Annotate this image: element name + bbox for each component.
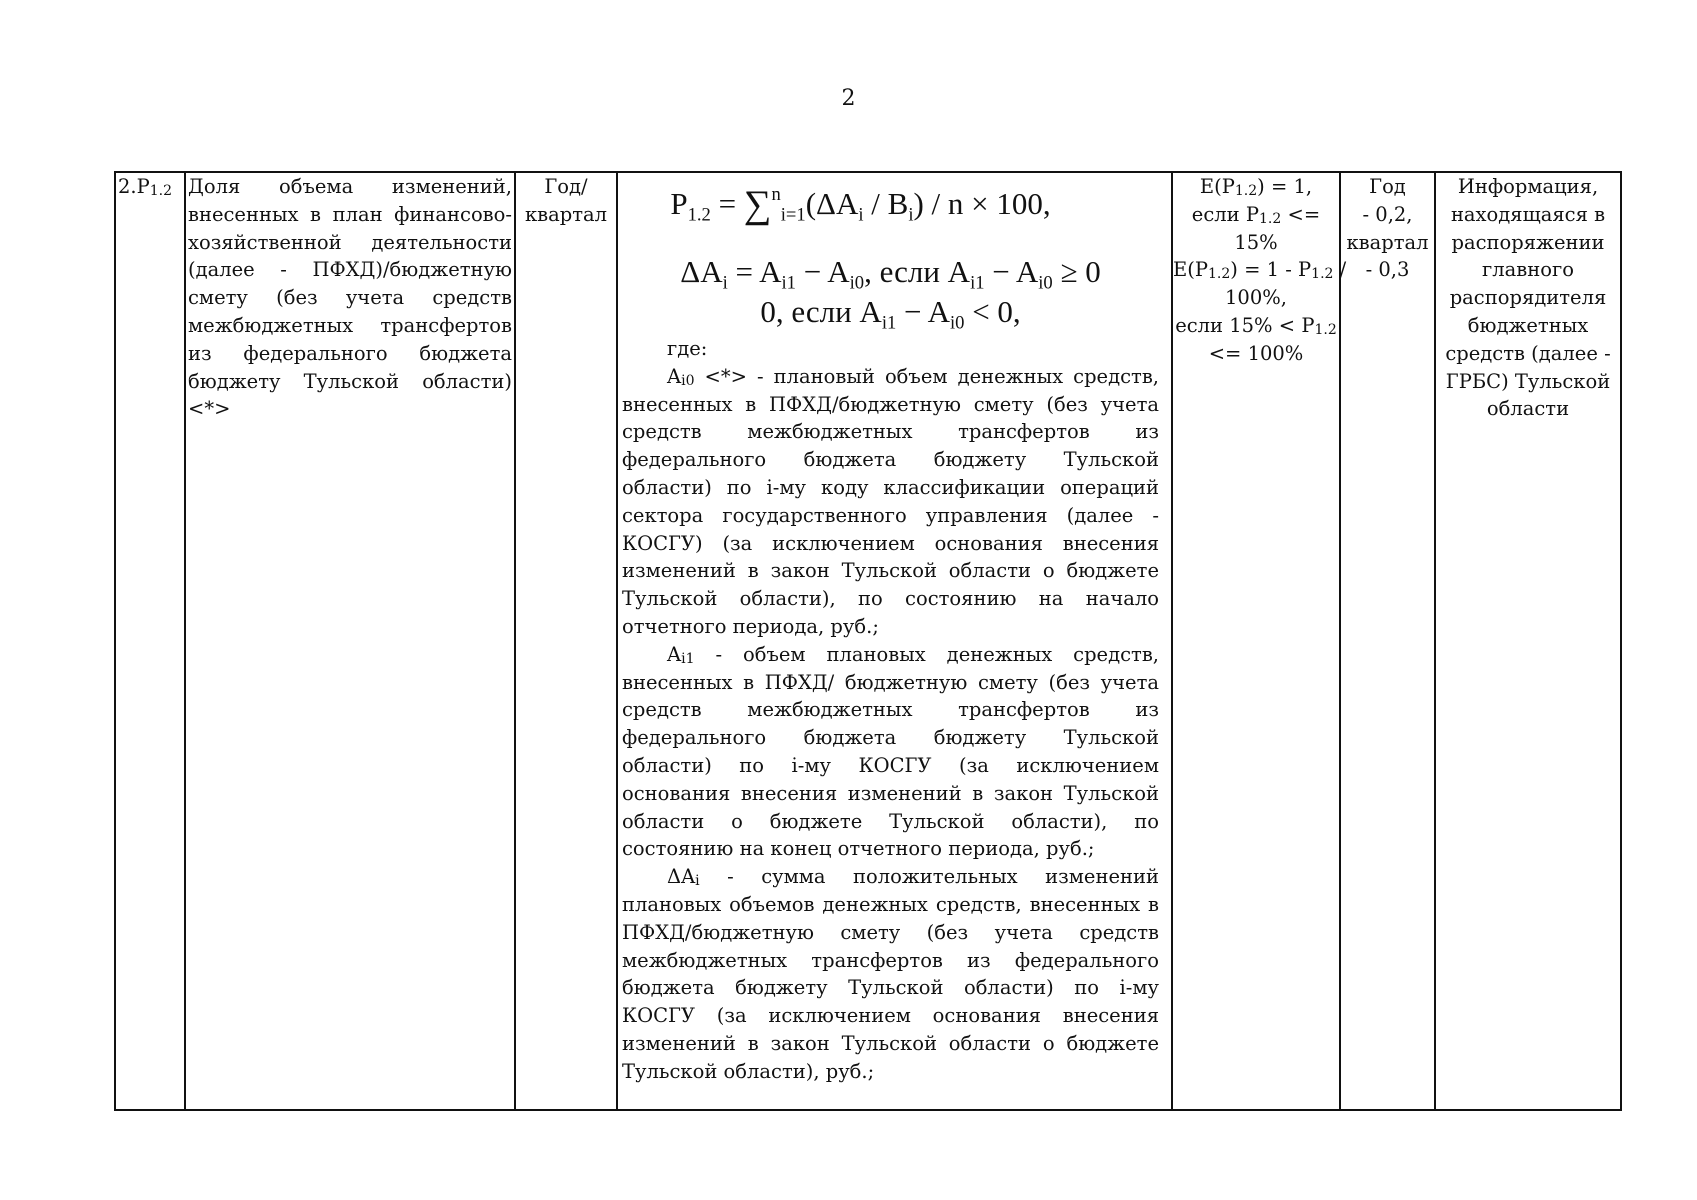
formula-cell — [617, 172, 1172, 1110]
criteria-line-2: если P1.2 <= — [1191, 202, 1321, 227]
page-number: 2 — [841, 86, 856, 111]
weight-line-3: квартал — [1346, 230, 1429, 254]
data-source: Информация, находящаяся в распоряжении главного распорядителя бюджетных средств (далее - ГРБС) Тульской области — [1445, 175, 1611, 421]
indicator-table — [114, 171, 1622, 1111]
definition-ai1: Ai1 - объем плановых денежных средств, внесенных в ПФХД/ бюджетную смету (без учета средств межбюджетных трансфертов из федерального бюджета бюджету Тульской области) по i-му КОСГУ (за исключением основания внесения изменений в закон Тульской области о бюджете Тульской области), по состоянию на конец отчетного периода, руб.; — [622, 642, 1159, 861]
definition-delta-ai: ΔAi - сумма положительных изменений плановых объемов денежных средств, внесенных в ПФХД/бюджетную смету (без учета средств межбюджетных трансфертов из федерального бюджета бюджету Тульской области) по i-му КОСГУ (за исключением основания внесения изменений в закон Тульской области о бюджете Тульской области), руб.; — [622, 865, 1159, 1083]
criteria-line-5: 100%, — [1225, 286, 1287, 310]
indicator-name: Доля объема изменений, внесенных в план финансово-хозяйственной деятельности (далее - ПФХД)/бюджетную смету (без учета средств межбюджетных трансфертов из федерального бюджета бюджету Тульской области) <*> — [188, 175, 512, 421]
weight-line-4: - 0,3 — [1365, 258, 1410, 282]
evaluation-criteria-cell — [1172, 172, 1347, 1110]
criteria-line-7: <= 100% — [1208, 341, 1304, 365]
weight-line-1: Год — [1369, 175, 1406, 198]
criteria-line-6: если 15% < P1.2 — [1175, 313, 1337, 339]
criteria-line-1: E(P1.2) = 1, — [1199, 175, 1313, 200]
indicator-number-cell — [115, 172, 185, 1110]
criteria-line-3: 15% — [1234, 230, 1278, 254]
data-source-cell — [1435, 172, 1621, 1110]
formula-line-1: $P_{1.2} = \sum^n_{i=1}(\Delta A_i / B_i) / n \times 100$, — [670, 183, 1051, 227]
where-label: где: — [667, 337, 708, 360]
formula-line-3: 0, если $A_{i1} - A_{i0} < 0$, — [760, 294, 1021, 334]
weight-line-2: - 0,2, — [1362, 202, 1413, 226]
definition-ai0: Ai0 <*> - плановый объем денежных средств, внесенных в ПФХД/бюджетную смету (без учета средств межбюджетных трансфертов из федерального бюджета бюджету Тульской области) по i-му коду классификации операций сектора государственного управления (далее - КОСГУ) (за исключением основания внесения изменений в закон Тульской области о бюджете Тульской области), по состоянию на начало отчетного периода, руб.; — [622, 364, 1159, 638]
criteria-line-4: E(P1.2) = 1 - P1.2 / — [1173, 258, 1347, 283]
period-cell — [515, 172, 617, 1110]
formula-line-2: $\Delta A_i = A_{i1} - A_{i0}$, если $A_{i1} - A_{i0} \ge 0$ — [680, 254, 1101, 294]
weight-cell — [1340, 172, 1435, 1110]
indicator-number: 2.P1.2 — [118, 175, 173, 200]
indicator-name-cell — [185, 172, 515, 1110]
table-row — [115, 172, 1621, 1110]
reporting-period: Год/ квартал — [524, 175, 608, 226]
